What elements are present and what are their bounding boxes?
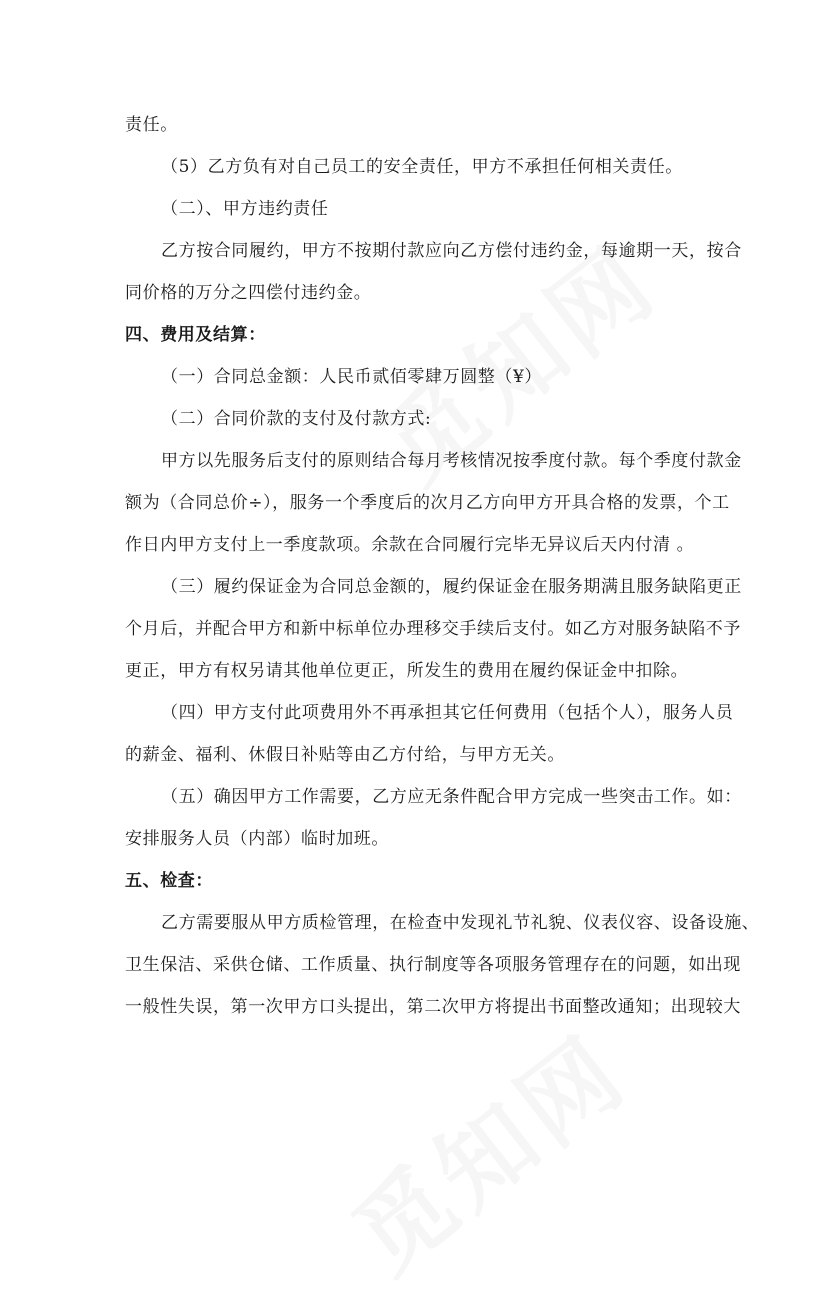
- paragraph-line: 个月后，并配合甲方和新中标单位办理移交手续后支付。如乙方对服务缺陷不予: [125, 619, 741, 639]
- paragraph-line: 一般性失误，第一次甲方口头提出，第二次甲方将提出书面整改通知；出现较大: [125, 997, 741, 1017]
- paragraph-line: 卫生保洁、采供仓储、工作质量、执行制度等各项服务管理存在的问题，如出现: [125, 955, 741, 975]
- watermark: [321, 998, 651, 1298]
- paragraph-line: （五）确因甲方工作需要，乙方应无条件配合甲方完成一些突击工作。如：: [161, 787, 742, 807]
- paragraph-line: 乙方需要服从甲方质检管理，在检查中发现礼节礼貌、仪表仪容、设备设施、: [161, 913, 760, 933]
- paragraph-line: 作日内甲方支付上一季度款项。余款在合同履行完毕无异议后天内付清 。: [125, 535, 695, 555]
- paragraph-line: 安排服务人员（内部）临时加班。: [125, 829, 389, 849]
- paragraph-line: 甲方以先服务后支付的原则结合每月考核情况按季度付款。每个季度付款金: [161, 451, 742, 471]
- paragraph-line: 责任。: [125, 115, 178, 135]
- paragraph-line: （一）合同总金额：人民币贰佰零肆万圆整（¥）: [161, 367, 543, 387]
- paragraph-line: 乙方按合同履约，甲方不按期付款应向乙方偿付违约金，每逾期一天，按合: [161, 241, 742, 261]
- paragraph-line: （三）履约保证金为合同总金额的，履约保证金在服务期满且服务缺陷更正: [161, 577, 742, 597]
- paragraph-line: （四）甲方支付此项费用外不再承担其它任何费用（包括个人），服务人员: [161, 703, 734, 723]
- section-heading: 五、检查：: [125, 871, 213, 891]
- paragraph-line: 同价格的万分之四偿付违约金。: [125, 283, 372, 303]
- paragraph-line: 的薪金、福利、休假日补贴等由乙方付给，与甲方无关。: [125, 745, 565, 765]
- section-heading: 四、费用及结算：: [125, 325, 266, 345]
- paragraph-line: 更正，甲方有权另请其他单位更正，所发生的费用在履约保证金中扣除。: [125, 661, 689, 681]
- document-body: [125, 104, 760, 1028]
- paragraph-line: （二）合同价款的支付及付款方式:: [161, 409, 432, 429]
- paragraph-line: （5）乙方负有对自己员工的安全责任，甲方不承担任何相关责任。: [161, 157, 683, 177]
- paragraph-line: 额为（合同总价÷），服务一个季度后的次月乙方向甲方开具合格的发票，个工: [125, 493, 730, 513]
- subsection-heading: （二）、甲方违约责任: [161, 199, 329, 219]
